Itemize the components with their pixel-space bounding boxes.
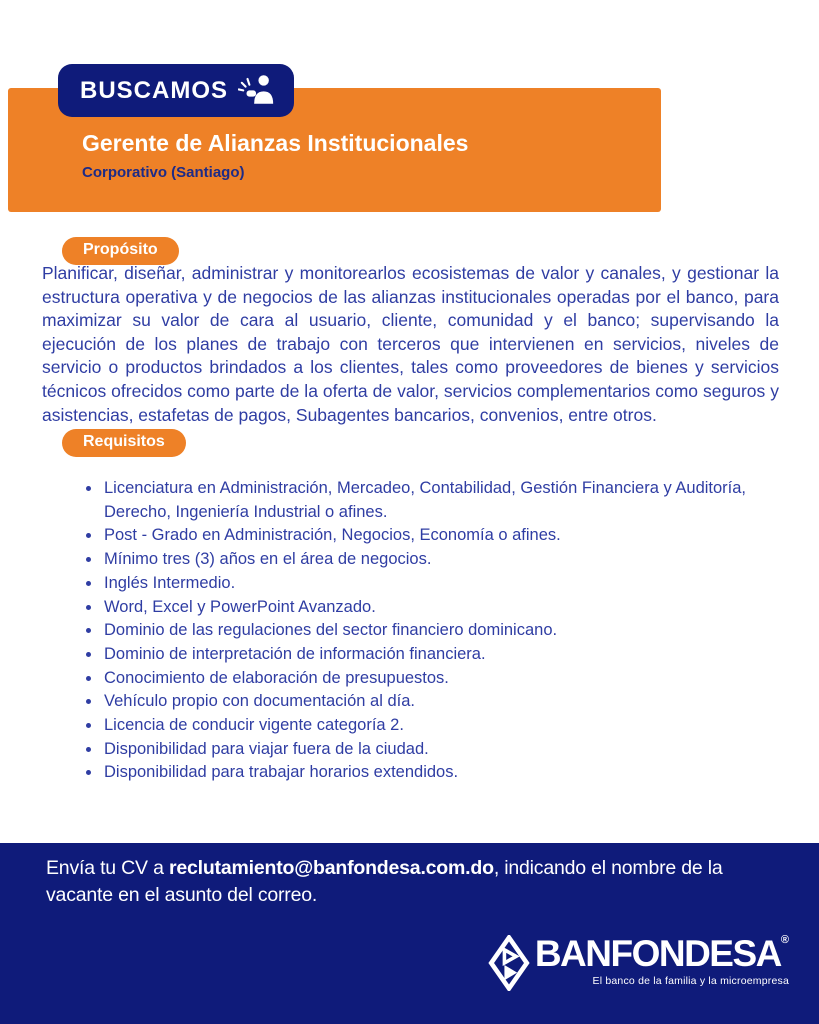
requirement-item: • Word, Excel y PowerPoint Avanzado.	[102, 596, 792, 620]
registered-mark: ®	[780, 934, 789, 946]
vacancy-title: Gerente de Alianzas Institucionales	[82, 130, 469, 156]
person-announcing-icon	[238, 73, 276, 109]
proposito-paragraph: Planificar, diseñar, administrar y monitorearlos ecosistemas de valor y canales, y gestionar la estructura operativa y de negocios de las alianzas institucionales operadas por el banco, para maximizar su valor de cara al usuario, cliente, comunidad y el banco; supervisando la ejecución de los planes de trabajo con terceros que intervienen en servicios, niveles de servicio o productos brindados a los clientes, tales como proveedores de bienes y servicios técnicos ofrecidos como parte de la oferta de valor, servicios complementarios como seguros y asistencias, estafetas de pagos, Subagentes bancarios, convenios, entre otros.	[42, 263, 779, 425]
cv-email: reclutamiento@banfondesa.com.do	[168, 857, 494, 879]
banfondesa-diamond-icon	[488, 935, 530, 996]
requirement-item: • Disponibilidad para viajar fuera de la ciudad.	[102, 738, 792, 762]
requirement-item: • Inglés Intermedio.	[102, 572, 792, 596]
logo-text: BANFONDESA	[534, 933, 781, 974]
footer	[0, 843, 819, 1024]
logo-wordmark	[535, 935, 789, 972]
requirement-item: • Dominio de las regulaciones del sector financiero dominicano.	[102, 619, 792, 643]
banfondesa-logo	[488, 935, 789, 996]
proposito-badge: Propósito	[62, 237, 179, 265]
requirement-item: • Dominio de interpretación de información financiera.	[102, 643, 792, 667]
buscamos-badge	[58, 64, 294, 117]
requirement-item: • Conocimiento de elaboración de presupuestos.	[102, 667, 792, 691]
requirement-item: • Vehículo propio con documentación al día.	[102, 690, 792, 714]
requirement-item: • Licencia de conducir vigente categoría 2.	[102, 714, 792, 738]
requirement-item: • Licenciatura en Administración, Mercadeo, Contabilidad, Gestión Financiera y Auditoría, Derecho, Ingeniería Industrial o afines.	[102, 477, 792, 524]
requisitos-badge: Requisitos	[62, 429, 186, 457]
requirement-item: • Mínimo tres (3) años en el área de negocios.	[102, 548, 792, 572]
logo-tagline: El banco de la familia y la microempresa	[592, 975, 789, 987]
vacancy-subtitle: Corporativo (Santiago)	[82, 164, 245, 181]
requirement-item: • Disponibilidad para trabajar horarios extendidos.	[102, 761, 792, 785]
cv-prefix: Envía tu CV a	[46, 857, 169, 879]
cv-instructions	[46, 855, 776, 908]
buscamos-label: BUSCAMOS	[80, 76, 229, 104]
requirement-item: • Post - Grado en Administración, Negocios, Economía o afines.	[102, 524, 792, 548]
cv-suffix: , indicando el nombre de la vacante en el asunto del correo.	[46, 857, 723, 906]
requisitos-list	[64, 477, 792, 785]
